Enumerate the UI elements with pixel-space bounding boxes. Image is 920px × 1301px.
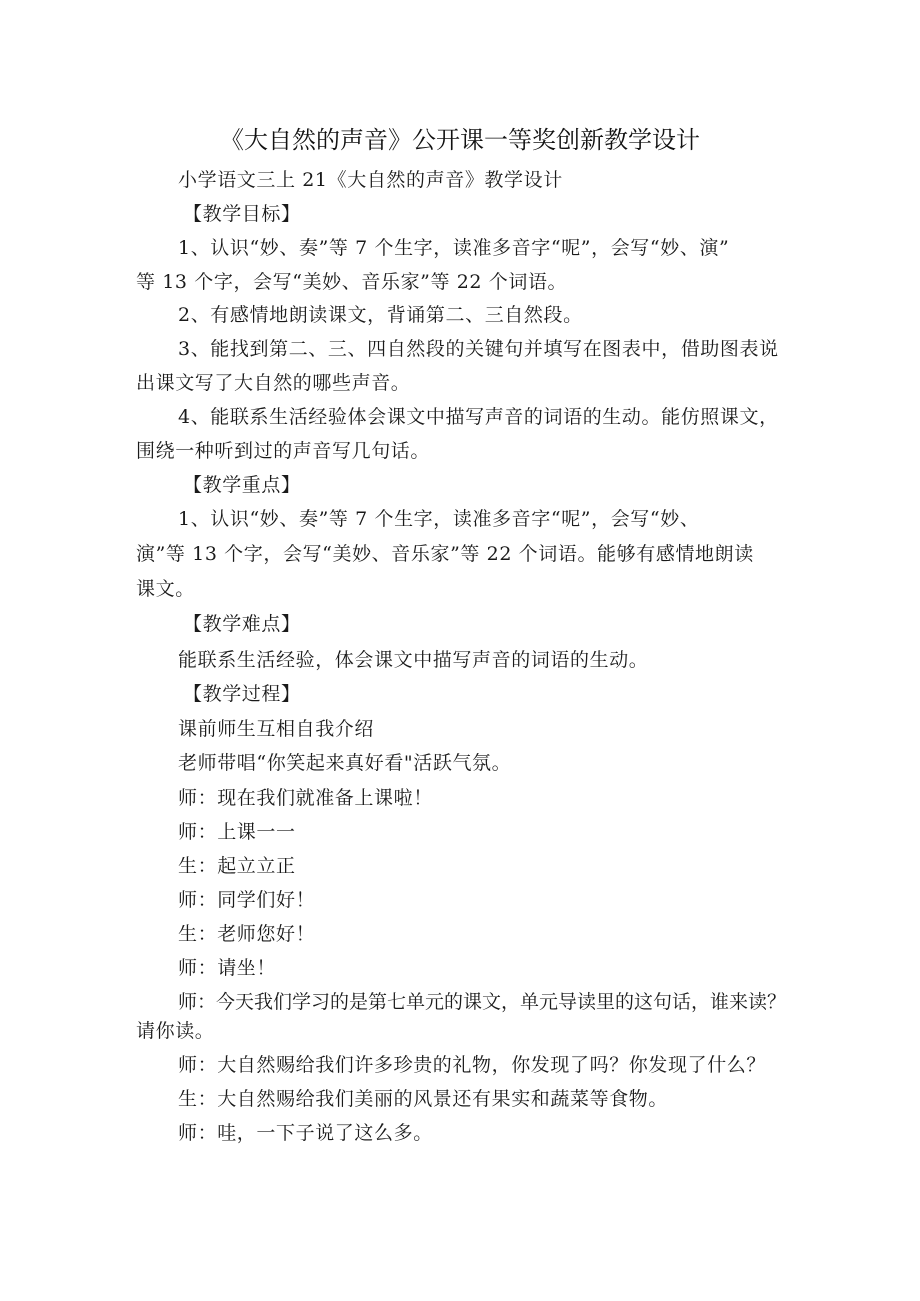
dialogue-long-line-1: 师：今天我们学习的是第七单元的课文，单元导读里的这句话，谁来读？ xyxy=(178,991,787,1013)
dialogue-line: 师：现在我们就准备上课啦！ xyxy=(178,787,433,809)
process-intro: 课前师生互相自我介绍 xyxy=(178,718,375,740)
document-title: 《大自然的声音》公开课一等奖创新教学设计 xyxy=(220,126,700,154)
difficulty-heading: 【教学难点】 xyxy=(183,613,301,635)
goal-3-line-1: 3、能找到第二、三、四自然段的关键句并填写在图表中，借助图表说 xyxy=(178,338,779,360)
dialogue-line: 生：老师您好！ xyxy=(178,923,316,945)
goal-4-line-1: 4、能联系生活经验体会课文中描写声音的词语的生动。能仿照课文， xyxy=(178,406,779,428)
goal-3-line-2: 出课文写了大自然的哪些声音。 xyxy=(136,372,411,394)
goal-1-line-2: 等 13 个字，会写“美妙、音乐家”等 22 个词语。 xyxy=(136,271,568,293)
goals-heading: 【教学目标】 xyxy=(183,203,301,225)
dialogue-line: 师：上课一一 xyxy=(178,821,296,843)
key-point-line-1: 1、认识“妙、奏”等 7 个生字，读准多音字“呢”，会写“妙、 xyxy=(178,508,700,530)
goal-4-line-2: 围绕一种听到过的声音写几句话。 xyxy=(136,440,431,462)
dialogue-line: 师：请坐！ xyxy=(178,957,277,979)
process-song: 老师带唱“你笑起来真好看"活跃气氛。 xyxy=(178,752,512,774)
goal-1-line-1: 1、认识“妙、奏”等 7 个生字，读准多音字“呢”，会写“妙、演” xyxy=(178,237,730,259)
key-point-line-2: 演”等 13 个字，会写“美妙、音乐家”等 22 个词语。能够有感情地朗读 xyxy=(136,543,754,565)
dialogue-long-line-2: 请你读。 xyxy=(136,1020,215,1042)
dialogue-line: 师：同学们好！ xyxy=(178,889,316,911)
key-points-heading: 【教学重点】 xyxy=(183,474,301,496)
dialogue-line: 生：起立立正 xyxy=(178,855,296,877)
goal-2: 2、有感情地朗读课文，背诵第二、三自然段。 xyxy=(178,304,583,326)
subtitle: 小学语文三上 21《大自然的声音》教学设计 xyxy=(178,169,563,191)
key-point-line-3: 课文。 xyxy=(136,578,195,600)
difficulty-text: 能联系生活经验，体会课文中描写声音的词语的生动。 xyxy=(178,649,649,671)
dialogue-line: 师：哇，一下子说了这么多。 xyxy=(178,1122,433,1144)
dialogue-line: 生：大自然赐给我们美丽的风景还有果实和蔬菜等食物。 xyxy=(178,1088,669,1110)
process-heading: 【教学过程】 xyxy=(183,683,301,705)
dialogue-line: 师：大自然赐给我们许多珍贵的礼物，你发现了吗？你发现了什么？ xyxy=(178,1054,767,1076)
